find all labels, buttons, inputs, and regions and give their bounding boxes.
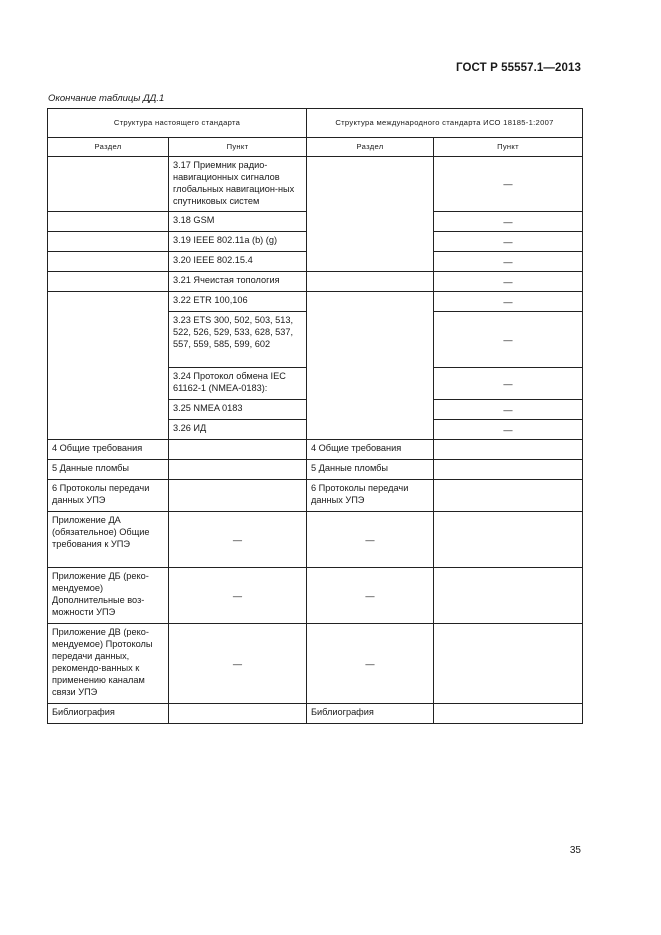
cell-clause: 3.18 GSM [169,212,307,232]
cell-empty [434,624,583,704]
cell-clause: 3.24 Протокол обмена IEC 61162-1 (NMEA-0183): [169,368,307,400]
cell-section: Приложение ДА (обязательное) Общие требования к УПЭ [48,512,169,568]
cell-empty [434,440,583,460]
cell-clause: 3.25 NMEA 0183 [169,400,307,420]
cell-empty [169,440,307,460]
cell-empty [169,460,307,480]
cell-section: 5 Данные пломбы [48,460,169,480]
cell-clause: 3.17 Приемник радио-навигационных сигналов глобальных навигацион-ных спутниковых систем [169,157,307,212]
table-row [48,568,583,624]
cell-section: Библиография [307,704,434,724]
table-row [48,480,583,512]
table-caption: Окончание таблицы ДД.1 [48,93,165,104]
cell-dash: — [434,252,583,272]
cell-empty [434,460,583,480]
cell-section: Приложение ДБ (реко-мендуемое) Дополнительные воз-можности УПЭ [48,568,169,624]
cell-empty [307,272,434,292]
cell-section: 5 Данные пломбы [307,460,434,480]
cell-dash: — [169,568,307,624]
cell-dash: — [434,212,583,232]
cell-empty [48,157,169,212]
cell-dash: — [434,272,583,292]
cell-section: Приложение ДВ (реко-мендуемое) Протоколы передачи данных, рекомендо-ванных к применению каналам связи УПЭ [48,624,169,704]
cell-dash: — [434,312,583,368]
cell-dash: — [169,624,307,704]
table-row [48,460,583,480]
cell-clause: 3.22 ETR 100,106 [169,292,307,312]
table-row [48,272,583,292]
cell-section: 4 Общие требования [307,440,434,460]
cell-empty [48,272,169,292]
table-row [48,704,583,724]
subheader-section-right: Раздел [307,138,434,157]
cell-empty [434,568,583,624]
cell-clause: 3.20 IEEE 802.15.4 [169,252,307,272]
cell-dash: — [307,624,434,704]
cell-section: 4 Общие требования [48,440,169,460]
cell-section: Библиография [48,704,169,724]
cell-empty [169,704,307,724]
header-current-standard: Структура настоящего стандарта [48,109,307,138]
cell-clause: 3.21 Ячеистая топология [169,272,307,292]
correspondence-table [47,108,583,724]
table-subheader-row [48,138,583,157]
cell-empty [48,212,169,232]
table-row [48,512,583,568]
header-international-standard: Структура международного стандарта ИСО 18185-1:2007 [307,109,583,138]
cell-dash: — [434,292,583,312]
cell-clause: 3.19 IEEE 802.11a (b) (g) [169,232,307,252]
cell-dash: — [307,568,434,624]
subheader-clause-right: Пункт [434,138,583,157]
cell-dash: — [434,157,583,212]
cell-merged-empty [307,157,434,272]
cell-empty [434,704,583,724]
cell-dash: — [434,368,583,400]
cell-empty [434,512,583,568]
table-row [48,157,583,212]
table-row [48,624,583,704]
table-header-row [48,109,583,138]
cell-clause: 3.26 ИД [169,420,307,440]
cell-dash: — [307,512,434,568]
page-number: 35 [569,845,581,856]
table-row [48,292,583,312]
cell-dash: — [434,232,583,252]
subheader-clause-left: Пункт [169,138,307,157]
cell-section: 6 Протоколы передачи данных УПЭ [48,480,169,512]
cell-empty [48,252,169,272]
cell-merged-empty [307,292,434,440]
cell-empty [169,480,307,512]
cell-section: 6 Протоколы передачи данных УПЭ [307,480,434,512]
table-row [48,440,583,460]
cell-dash: — [434,400,583,420]
subheader-section-left: Раздел [48,138,169,157]
document-code: ГОСТ Р 55557.1—2013 [456,62,581,74]
cell-dash: — [169,512,307,568]
cell-empty [48,232,169,252]
cell-clause: 3.23 ETS 300, 502, 503, 513, 522, 526, 529, 533, 628, 537, 557, 559, 585, 599, 602 [169,312,307,368]
cell-empty [434,480,583,512]
cell-merged-empty [48,292,169,440]
cell-dash: — [434,420,583,440]
